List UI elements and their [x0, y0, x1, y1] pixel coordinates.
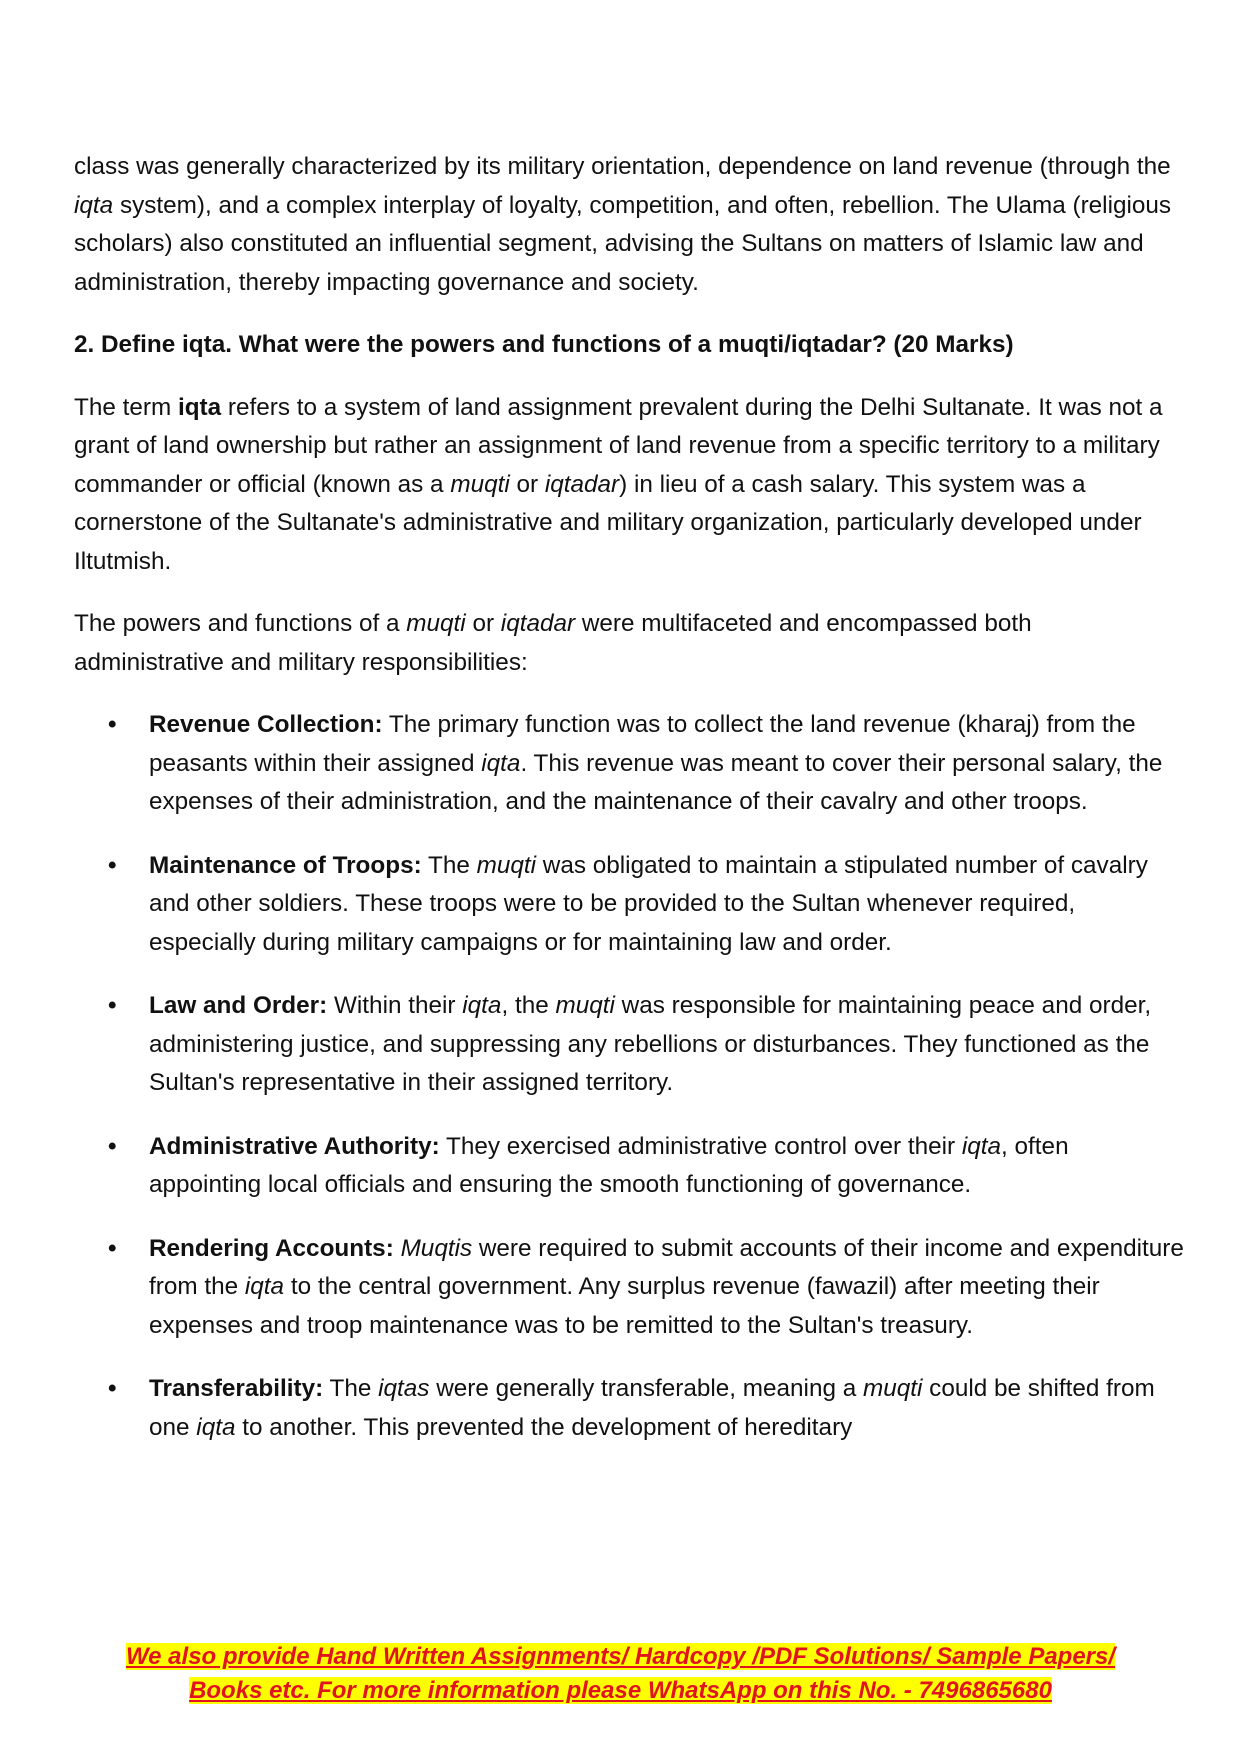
bullet-marker: • — [108, 851, 117, 879]
bullet-marker: • — [108, 1132, 117, 1160]
document-body — [74, 148, 1184, 1472]
bullet-marker: • — [108, 1234, 117, 1262]
promo-footer — [0, 1640, 1241, 1708]
definition-paragraph: The term iqta refers to a system of land assignment prevalent during the Delhi Sultanate. It was not a grant of land ownership but rather an assignment of land revenue from a specific territory to a military commander or official (known as a muqti or iqtadar) in lieu of a cash salary. This system was a cornerstone of the Sultanate's administrative and military organization, particularly developed under Iltutmish. — [74, 393, 1163, 575]
promo-line-2: Books etc. For more information please WhatsApp on this No. - 7496865680 — [189, 1677, 1052, 1704]
list-item-administrative-authority: • Administrative Authority: They exercised administrative control over their iqta, often appointing local officials and ensuring the smooth functioning of governance. — [74, 1128, 1184, 1205]
list-item-revenue-collection: • Revenue Collection: The primary function was to collect the land revenue (kharaj) from the peasants within their assigned iqta. This revenue was meant to cover their personal salary, the expenses of their administration, and the maintenance of their cavalry and other troops. — [74, 706, 1184, 822]
question-heading: 2. Define iqta. What were the powers and functions of a muqti/iqtadar? (20 Marks) — [74, 331, 1014, 358]
powers-list — [74, 706, 1184, 1447]
bullet-marker: • — [108, 992, 117, 1019]
list-item-law-and-order: • Law and Order: Within their iqta, the muqti was responsible for maintaining peace and order, administering justice, and suppressing any rebellions or disturbances. They functioned as the Sultan's representative in their assigned territory. — [74, 987, 1184, 1103]
intro-paragraph: class was generally characterized by its military orientation, dependence on land revenue (through the iqta system), and a complex interplay of loyalty, competition, and often, rebellion. The Ulama (religious scholars) also constituted an influential segment, advising the Sultans on matters of Islamic law and administration, thereby impacting governance and society. — [74, 153, 1172, 296]
iqta-bold-term: iqta — [177, 393, 222, 421]
promo-line-1: We also provide Hand Written Assignments/ Hardcopy /PDF Solutions/ Sample Papers/ — [125, 1643, 1116, 1670]
powers-intro-paragraph: The powers and functions of a muqti or iqtadar were multifaceted and encompassed both administrative and military responsibilities: — [74, 610, 1032, 676]
bullet-marker: • — [108, 1375, 117, 1402]
iqta-term: iqta — [74, 191, 114, 219]
list-item-rendering-accounts: • Rendering Accounts: Muqtis were required to submit accounts of their income and expenditure from the iqta to the central government. Any surplus revenue (fawazil) after meeting their expenses and troop maintenance was to be remitted to the Sultan's treasury. — [74, 1230, 1184, 1346]
bullet-marker: • — [108, 711, 117, 738]
list-item-transferability: • Transferability: The iqtas were generally transferable, meaning a muqti could be shifted from one iqta to another. This prevented the development of hereditary — [74, 1370, 1184, 1447]
list-item-maintenance-of-troops: • Maintenance of Troops: The muqti was obligated to maintain a stipulated number of cavalry and other soldiers. These troops were to be provided to the Sultan whenever required, especially during military campaigns or for maintaining law and order. — [74, 847, 1184, 963]
